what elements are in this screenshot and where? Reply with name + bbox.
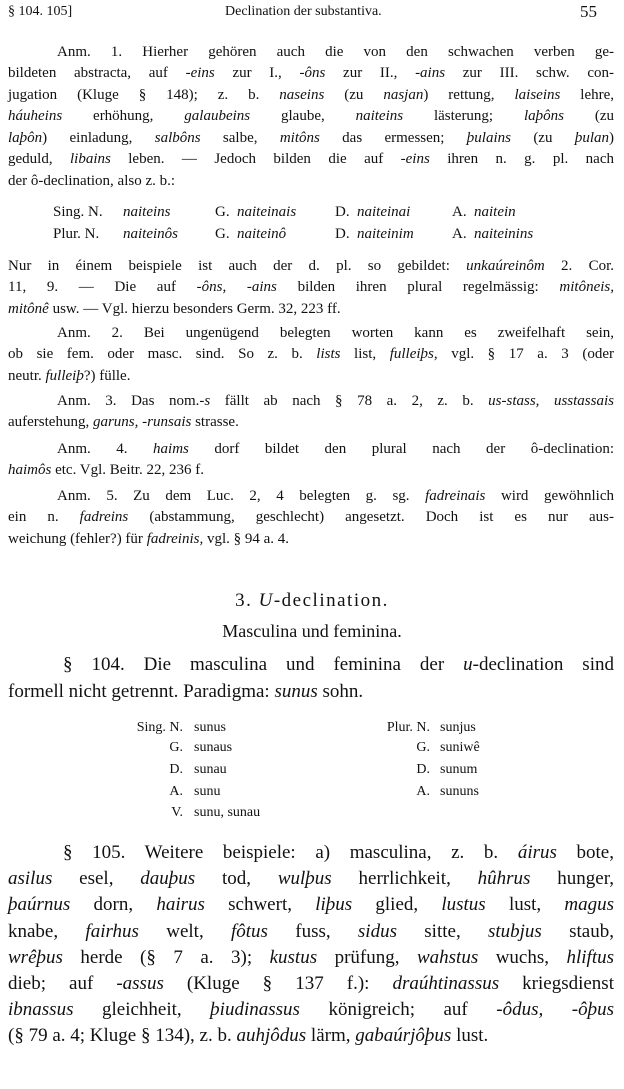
anm4-line xyxy=(57,438,614,460)
text-segment: lust. xyxy=(451,1025,489,1047)
form-cell: naiteinai xyxy=(357,204,411,220)
text-segment: wird gewöhnlich xyxy=(485,487,614,504)
text-segment: usw. — Vgl. hierzu besonders Germ. 32, 223 ff. xyxy=(48,300,341,317)
text-segment: lehre, xyxy=(560,86,614,103)
text-segment: 11, 9. — Die auf xyxy=(8,279,197,295)
text-segment: Nur in éinem beispiele ist auch der d. pl. so gebildet: xyxy=(8,257,467,274)
text-segment: -declination sind xyxy=(472,654,614,675)
italic-gothic-word: -ôdus, -ôþus xyxy=(496,999,614,1021)
case-label: suniwê xyxy=(440,740,480,755)
italic-gothic-word: gabaúrjôþus xyxy=(355,1025,452,1047)
case-label: sunu xyxy=(194,784,221,799)
anm2-line xyxy=(8,365,614,387)
italic-gothic-word: þulan xyxy=(574,129,609,146)
running-head-title: Declination der substantiva. xyxy=(225,4,382,19)
text-segment: hunger, xyxy=(530,868,615,890)
form-cell: naiteins xyxy=(123,204,171,220)
p105-line xyxy=(8,944,614,971)
italic-gothic-word: fadreins xyxy=(79,509,129,525)
case-label: Sing. N. xyxy=(53,204,103,220)
text-segment: etc. Vgl. Beitr. 22, 236 f. xyxy=(51,462,204,478)
text-segment: lästerung; xyxy=(403,108,524,124)
form-cell: naiteinim xyxy=(357,226,414,242)
italic-gothic-word: -ains xyxy=(415,65,446,81)
form-cell: naiteinô xyxy=(237,226,287,242)
italic-gothic-word: unkaúreinôm xyxy=(466,257,545,274)
text-segment: jugation (Kluge § 148); z. b. xyxy=(8,86,280,103)
italic-gothic-word: mitôns xyxy=(279,129,320,146)
text-segment: dorf bildet den plural nach der ô-declination: xyxy=(188,440,615,457)
text-segment: sitte, xyxy=(396,920,488,942)
italic-gothic-word: naseins xyxy=(279,86,325,103)
text-segment: das ermessen; xyxy=(319,129,467,146)
text-segment: glaube, xyxy=(250,108,356,124)
text-segment: gleichheit, xyxy=(73,999,211,1021)
anm1-line xyxy=(8,127,614,149)
italic-gothic-word: mitônê xyxy=(8,300,49,317)
text-segment: (zu xyxy=(563,108,614,124)
text-segment: (zu xyxy=(510,129,575,146)
italic-gothic-word: hliftus xyxy=(566,946,615,968)
text-segment: ihren n. g. pl. nach xyxy=(429,151,614,167)
italic-gothic-word: -assus xyxy=(116,973,164,994)
anm2-line xyxy=(8,344,614,366)
text-segment: fällt ab nach § 78 a. 2, z. b. xyxy=(210,392,489,409)
italic-gothic-word: draúhtinassus xyxy=(392,973,500,994)
text-segment: Anm. 2. Bei ungenügend belegten worten kann es zweifelhaft sein, xyxy=(57,324,614,341)
case-label: Plur. N. xyxy=(53,226,100,242)
text-segment: fuss, xyxy=(267,920,358,942)
case-label: V. xyxy=(171,805,183,820)
anm1-line xyxy=(8,149,614,171)
form-cell: naitein xyxy=(474,204,516,220)
case-label: G. xyxy=(169,740,183,755)
text-segment: lust, xyxy=(485,894,565,916)
text-segment: schwert, xyxy=(204,894,316,916)
anm2-line xyxy=(57,322,614,344)
text-segment: vgl. § 94 a. 4. xyxy=(203,530,290,547)
italic-gothic-word: ibnassus xyxy=(8,999,74,1021)
text-segment: formell nicht getrennt. Paradigma: xyxy=(8,681,275,702)
text-segment: herde (§ 7 a. 3); xyxy=(62,946,270,968)
italic-gothic-word: -eins xyxy=(400,151,430,167)
anm3-line xyxy=(8,412,614,434)
italic-gothic-word: nasjan xyxy=(383,86,424,103)
nur-line xyxy=(8,277,614,299)
p104-line xyxy=(63,652,614,679)
case-label: sununs xyxy=(440,784,479,799)
text-segment: knabe, xyxy=(8,920,86,942)
text-segment: ) xyxy=(608,129,614,146)
text-segment: zur III. schw. con- xyxy=(445,65,614,81)
case-label: A. xyxy=(452,226,467,242)
case-label: G. xyxy=(215,226,230,242)
case-label: sunum xyxy=(440,762,478,777)
anm1-line xyxy=(8,63,614,85)
italic-gothic-word: u xyxy=(463,654,473,675)
text-segment: sohn. xyxy=(317,681,364,702)
case-label: A. xyxy=(452,204,467,220)
section-letter: U xyxy=(258,590,274,611)
italic-gothic-word: garuns, -runsais xyxy=(92,414,192,430)
nur-line xyxy=(8,255,614,277)
italic-gothic-word: áirus xyxy=(517,842,557,863)
anm1-line xyxy=(57,41,614,63)
form-cell: naiteinins xyxy=(474,226,534,242)
text-segment: strasse. xyxy=(191,414,239,430)
text-segment: bildeten abstracta, auf xyxy=(8,65,186,81)
p104-line xyxy=(8,679,614,706)
italic-gothic-word: us-stass, usstassais xyxy=(488,392,614,409)
text-segment: (§ 79 a. 4; Kluge § 134), z. b. xyxy=(8,1025,237,1047)
text-segment: herrlichkeit, xyxy=(331,868,478,890)
text-segment: Anm. 5. Zu dem Luc. 2, 4 belegten g. sg. xyxy=(57,487,426,504)
case-label: D. xyxy=(169,762,183,777)
case-label: sunaus xyxy=(194,740,233,755)
text-segment: der ô-declination, also z. b.: xyxy=(8,172,176,189)
italic-gothic-word: háuheins xyxy=(8,108,63,124)
anm1-line xyxy=(8,106,614,128)
anm5-line xyxy=(8,528,614,550)
italic-gothic-word: naiteins xyxy=(355,108,404,124)
italic-gothic-word: salbôns xyxy=(154,129,201,146)
text-segment: ?) fülle. xyxy=(83,367,131,384)
text-segment: ) einladung, xyxy=(42,129,155,146)
text-segment: kriegsdienst xyxy=(499,973,614,994)
section-number: 3. xyxy=(235,590,253,611)
italic-gothic-word: s xyxy=(204,392,211,409)
text-segment: dorn, xyxy=(70,894,157,916)
text-segment: esel, xyxy=(52,868,141,890)
section-subtitle: Masculina und feminina. xyxy=(222,621,402,641)
p105-line xyxy=(63,840,614,867)
p105-line xyxy=(8,892,614,919)
text-segment: list, xyxy=(340,346,390,362)
italic-gothic-word: laiseins xyxy=(514,86,561,103)
form-cell: naiteinôs xyxy=(123,226,178,242)
text-segment: leben. — Jedoch bilden die auf xyxy=(110,151,401,167)
nur-line xyxy=(8,298,614,320)
text-segment: 2. Cor. xyxy=(544,257,614,274)
running-head-sections: § 104. 105] xyxy=(8,4,73,19)
text-segment: Anm. 1. Hierher gehören auch die von den schwachen verben ge- xyxy=(57,43,614,60)
anm1-line xyxy=(8,170,614,192)
text-segment: tod, xyxy=(195,868,278,890)
anm5-line xyxy=(57,485,614,507)
italic-gothic-word: mitôneis, xyxy=(559,279,614,295)
italic-gothic-word: þaúrnus xyxy=(8,894,71,916)
text-segment: (zu xyxy=(324,86,384,103)
case-label: G. xyxy=(215,204,230,220)
p105-line xyxy=(8,918,614,945)
italic-gothic-word: libains xyxy=(70,151,111,167)
p105-line xyxy=(8,866,614,893)
text-segment: welt, xyxy=(138,920,231,942)
italic-gothic-word: -ôns, -ains xyxy=(196,279,277,295)
text-segment: glied, xyxy=(352,894,442,916)
case-label: G. xyxy=(416,740,430,755)
italic-gothic-word: sidus xyxy=(357,920,397,942)
text-segment: (abstammung, geschlecht) angesetzt. Doch ist es nur aus- xyxy=(128,509,614,525)
text-segment: prüfung, xyxy=(317,946,417,968)
form-cell: naiteinais xyxy=(237,204,297,220)
text-segment: salbe, xyxy=(200,129,280,146)
italic-gothic-word: -eins xyxy=(185,65,215,81)
italic-gothic-word: þiudinassus xyxy=(210,999,300,1021)
italic-gothic-word: fulleiþ xyxy=(45,367,84,384)
text-segment: dieb; auf xyxy=(8,973,117,994)
italic-gothic-word: kustus xyxy=(269,946,318,968)
italic-gothic-word: lustus xyxy=(441,894,486,916)
text-segment: neutr. xyxy=(8,367,46,384)
italic-gothic-word: stubjus xyxy=(487,920,542,942)
section-title: -declination. xyxy=(273,590,389,611)
italic-gothic-word: sunus xyxy=(274,681,318,702)
case-label: D. xyxy=(335,204,350,220)
text-segment: lärm, xyxy=(306,1025,356,1047)
case-label: sunus xyxy=(194,720,226,735)
text-segment: vgl. § 17 a. 3 (oder xyxy=(437,346,614,362)
page-number: 55 xyxy=(580,2,597,21)
case-label: D. xyxy=(335,226,350,242)
text-segment: bote, xyxy=(556,842,614,863)
anm5-line xyxy=(8,507,614,529)
italic-gothic-word: lists xyxy=(316,346,341,362)
italic-gothic-word: haims xyxy=(153,440,189,457)
text-segment: geduld, xyxy=(8,151,70,167)
italic-gothic-word: fulleiþs, xyxy=(389,346,438,362)
text-segment: ob sie fem. oder masc. sind. So z. b. xyxy=(8,346,317,362)
text-segment: Anm. 4. xyxy=(57,440,154,457)
text-segment: auferstehung, xyxy=(8,414,93,430)
italic-gothic-word: hûhrus xyxy=(477,868,531,890)
case-label: D. xyxy=(416,762,430,777)
italic-gothic-word: dauþus xyxy=(140,868,196,890)
text-segment: zur II., xyxy=(325,65,416,81)
anm1-line xyxy=(8,84,614,106)
text-segment: ein n. xyxy=(8,509,80,525)
italic-gothic-word: laþôns xyxy=(523,108,564,124)
text-segment: wuchs, xyxy=(478,946,567,968)
italic-gothic-word: auhjôdus xyxy=(236,1025,307,1047)
text-segment: Anm. 3. Das nom.- xyxy=(57,392,205,409)
italic-gothic-word: wahstus xyxy=(416,946,479,968)
text-segment: (Kluge § 137 f.): xyxy=(163,973,393,994)
text-segment: staub, xyxy=(541,920,614,942)
anm4-line xyxy=(8,460,614,482)
p105-line xyxy=(8,997,614,1024)
italic-gothic-word: -ôns xyxy=(299,65,326,81)
italic-gothic-word: galaubeins xyxy=(184,108,251,124)
p105-line xyxy=(8,971,614,998)
section-heading xyxy=(0,590,624,612)
italic-gothic-word: wrêþus xyxy=(8,946,63,968)
p105-line xyxy=(8,1023,614,1050)
italic-gothic-word: laþôn xyxy=(8,129,43,146)
italic-gothic-word: wulþus xyxy=(277,868,332,890)
text-segment: weichung (fehler?) für xyxy=(8,530,147,547)
case-label: A. xyxy=(416,784,430,799)
case-label: A. xyxy=(169,784,183,799)
italic-gothic-word: fadreinais xyxy=(425,487,486,504)
text-segment: bilden ihren plural regelmässig: xyxy=(276,279,560,295)
text-segment: zur I., xyxy=(214,65,300,81)
case-label: Sing. N. xyxy=(136,720,183,735)
italic-gothic-word: hairus xyxy=(156,894,205,916)
text-segment: erhöhung, xyxy=(62,108,185,124)
text-segment: ) rettung, xyxy=(423,86,515,103)
case-label: Plur. N. xyxy=(386,720,430,735)
case-label: sunu, sunau xyxy=(194,805,261,820)
anm3-line xyxy=(57,390,614,412)
case-label: sunau xyxy=(194,762,227,777)
italic-gothic-word: haimôs xyxy=(8,462,52,478)
italic-gothic-word: asilus xyxy=(8,868,53,890)
text-segment: § 104. Die masculina und feminina der xyxy=(63,654,464,675)
italic-gothic-word: fôtus xyxy=(231,920,268,942)
italic-gothic-word: magus xyxy=(564,894,614,916)
text-segment: § 105. Weitere beispiele: a) masculina, z. b. xyxy=(63,842,518,863)
italic-gothic-word: fadreinis, xyxy=(146,530,204,547)
italic-gothic-word: fairhus xyxy=(85,920,139,942)
italic-gothic-word: liþus xyxy=(315,894,353,916)
text-segment: königreich; auf xyxy=(299,999,497,1021)
italic-gothic-word: þulains xyxy=(466,129,511,146)
case-label: sunjus xyxy=(440,720,476,735)
